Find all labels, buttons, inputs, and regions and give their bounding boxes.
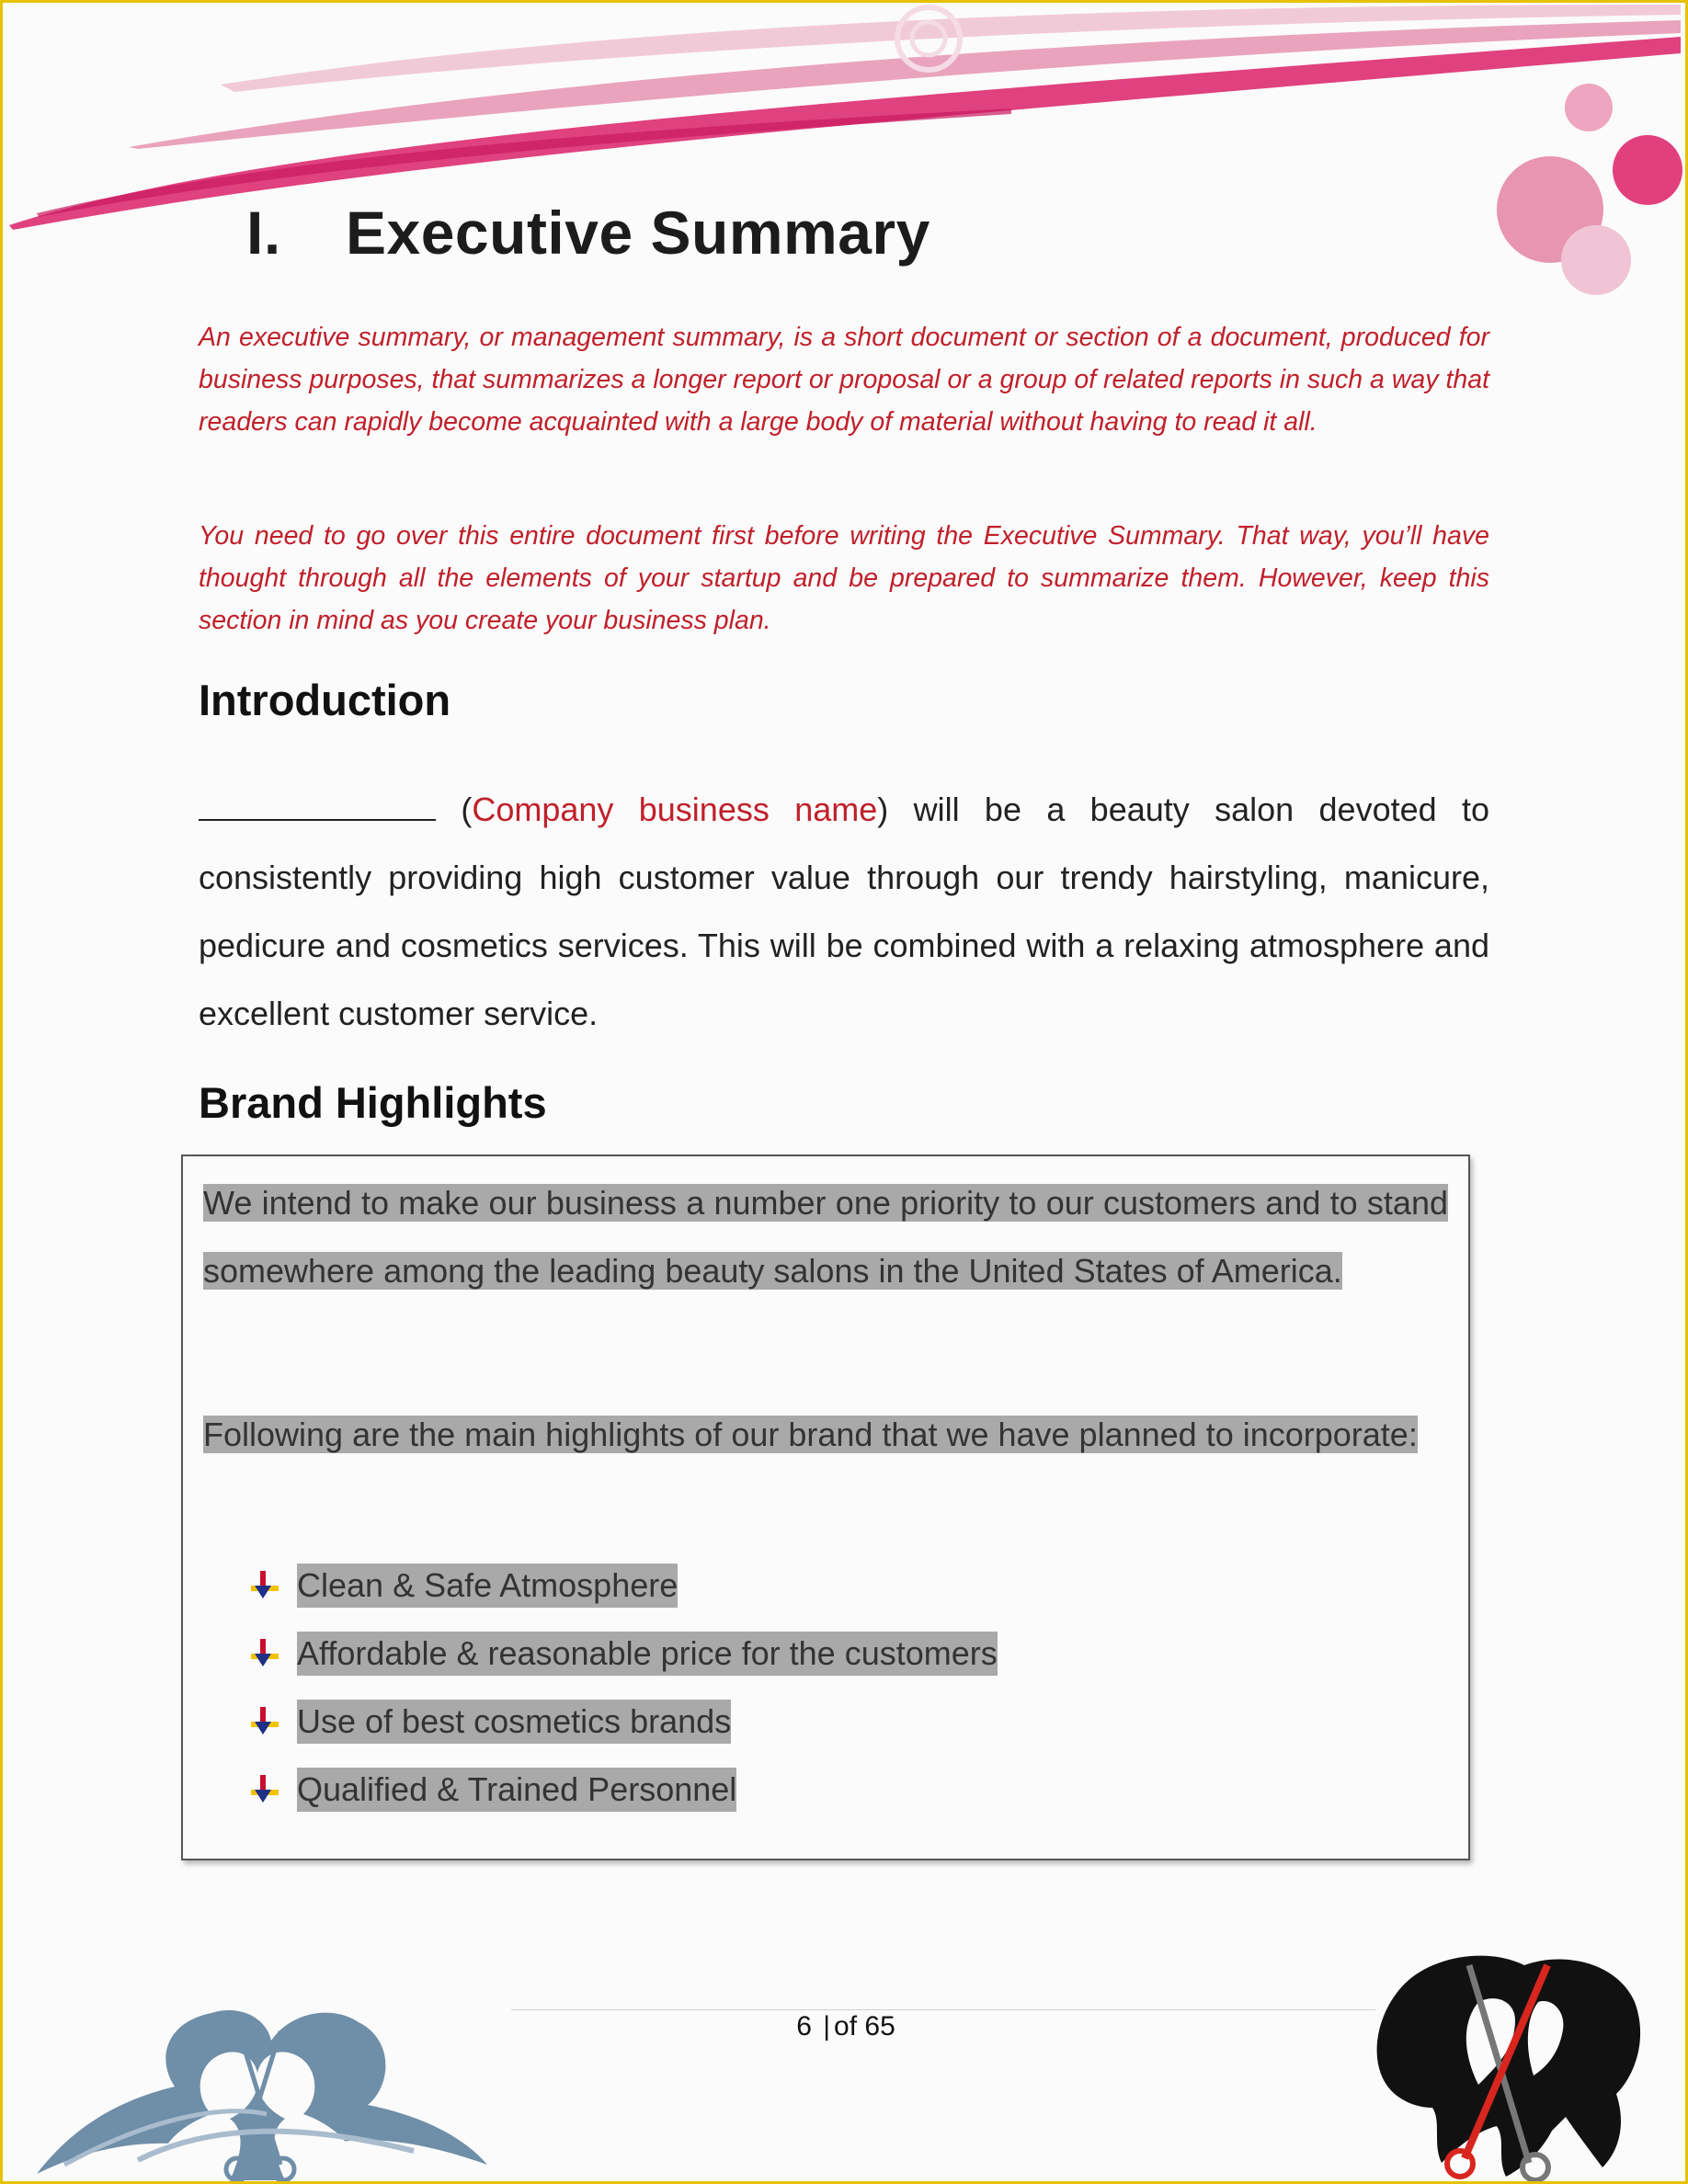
arrow-bullet-icon <box>247 1635 284 1672</box>
section-number: I. <box>246 199 281 267</box>
brand-paragraph-2 <box>203 1401 1448 1469</box>
salon-silhouette-logo-left <box>28 1976 492 2183</box>
page-number <box>644 2011 1048 2042</box>
page-current: 6 <box>796 2011 812 2042</box>
list-item <box>247 1688 1443 1756</box>
footer-divider <box>511 2009 1375 2010</box>
list-item <box>247 1756 1443 1824</box>
arrow-bullet-icon <box>247 1703 284 1740</box>
brand-highlights-heading: Brand Highlights <box>199 1078 547 1127</box>
highlights-list <box>247 1552 1443 1824</box>
introduction-text: will be a beauty salon devoted to consistently providing high customer value through our trendy hairstyling, manicure, pedicure and cosmetics services. This will be combined with a relaxing atmosphere and excellent customer service. <box>199 791 1489 1032</box>
list-item <box>247 1620 1443 1688</box>
brand-paragraph-1 <box>203 1169 1448 1305</box>
brand-paragraph-1-text: We intend to make our business a number one priority to our customers and to stand somewhere among the leading beauty salons in the United States of America. <box>203 1184 1448 1290</box>
pink-bubbles-decoration <box>1480 74 1688 303</box>
arrow-bullet-icon <box>247 1771 284 1808</box>
brand-highlights-box <box>181 1155 1470 1860</box>
section-title: Executive Summary <box>346 199 930 267</box>
company-name-placeholder: Company business name <box>472 791 878 828</box>
guidance-paragraph-1: An executive summary, or management summary, is a short document or section of a document, produced for business purposes, that summarizes a longer report or proposal or a group of related reports in such a way that readers can rapidly become acquainted with a large body of material without having to read it all. <box>199 323 1489 437</box>
page-separator: | <box>823 2011 831 2042</box>
highlight-text: Qualified & Trained Personnel <box>297 1768 736 1812</box>
company-name-blank[interactable] <box>199 795 436 821</box>
arrow-bullet-icon <box>247 1567 284 1604</box>
page-title <box>246 198 930 267</box>
brand-paragraph-2-text: Following are the main highlights of our brand that we have planned to incorporate: <box>203 1416 1418 1453</box>
page-total: of 65 <box>834 2011 895 2042</box>
introduction-paragraph: (Company business name) will be a beauty salon devoted to consistently providing high customer value through our trendy hairstyling, manicure, pedicure and cosmetics services. This will be combined with a relaxing atmosphere and excellent customer service. <box>199 791 1489 1032</box>
list-item <box>247 1552 1443 1620</box>
highlight-text: Use of best cosmetics brands <box>297 1700 731 1744</box>
highlight-text: Affordable & reasonable price for the customers <box>297 1632 998 1676</box>
salon-silhouette-logo-right <box>1368 1947 1648 2184</box>
introduction-heading: Introduction <box>199 676 451 724</box>
highlight-text: Clean & Safe Atmosphere <box>297 1564 678 1608</box>
guidance-paragraph-2: You need to go over this entire document first before writing the Executive Summary. That way, you’ll have thought through all the elements of your startup and be prepared to summarize them. However, keep this section in mind as you create your business plan. <box>199 521 1489 635</box>
